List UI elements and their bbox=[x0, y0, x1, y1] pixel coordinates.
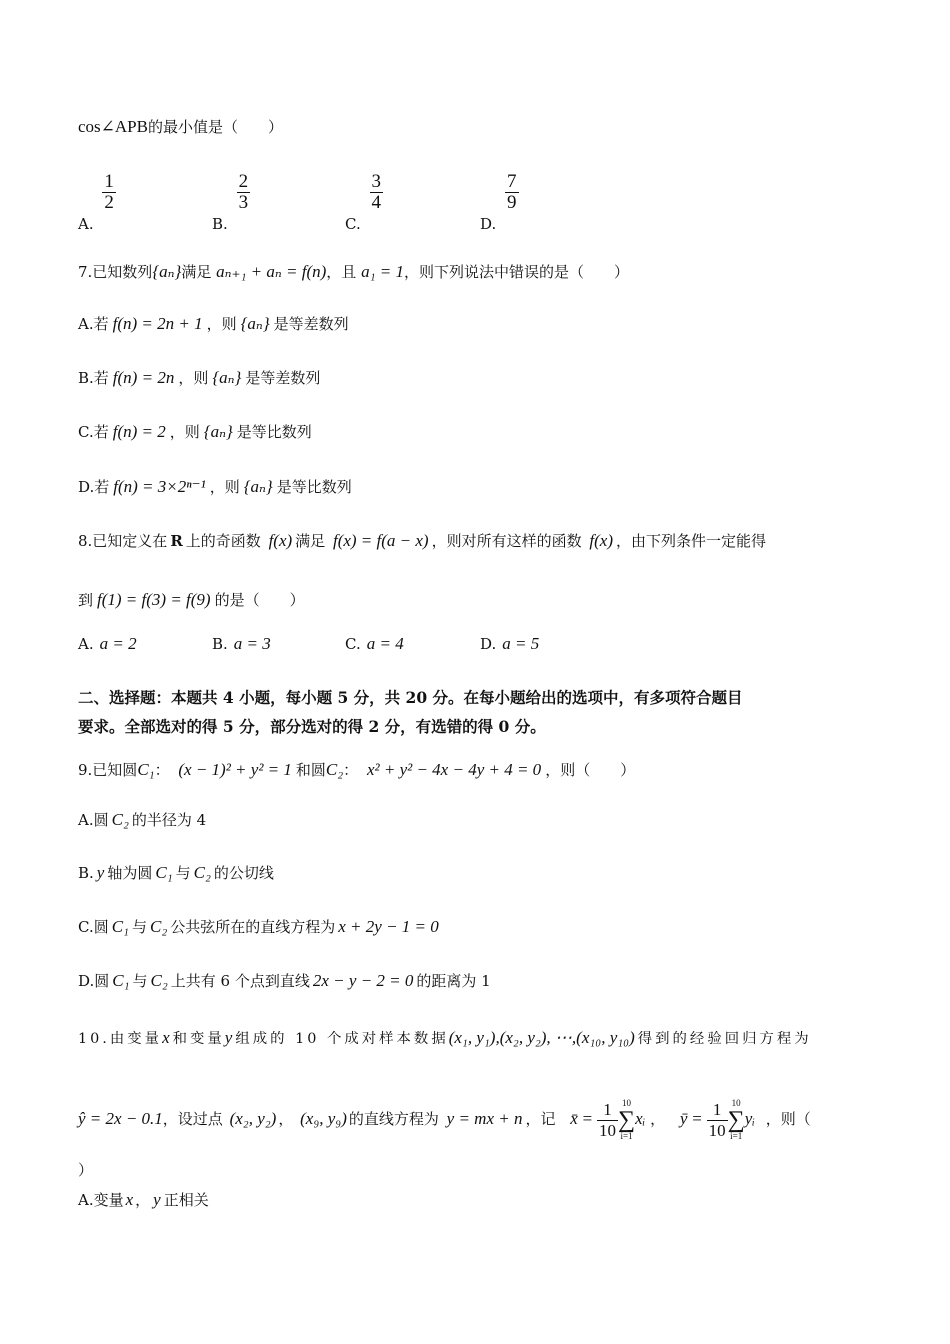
q6-option-d-fraction: $\frac{7}{9}$ bbox=[507, 171, 517, 213]
q9-option-b[interactable]: B. y 轴为圆 C₁ 与 C₂ 的公切线 bbox=[78, 863, 274, 882]
q6-option-d[interactable]: D. $\frac{7}{9}$ bbox=[480, 171, 517, 233]
q7-option-c[interactable]: C.若 f(n) = 2 ，则 {aₙ} 是等比数列 bbox=[78, 422, 312, 441]
q8-condition: f(x) = f(a − x) bbox=[332, 531, 429, 550]
q8-real-set: R bbox=[170, 532, 183, 550]
q8-option-a[interactable]: A. a = 2 bbox=[78, 634, 137, 653]
q10-ybar-formula: ȳ = $\frac{1}{10}$ 10 ∑ i=1 yᵢ bbox=[679, 1098, 755, 1141]
q7-option-d[interactable]: D.若 f(n) = 3×2ⁿ⁻¹ ，则 {aₙ} 是等比数列 bbox=[78, 477, 352, 496]
q7-sequence: {aₙ} bbox=[152, 262, 182, 281]
q10-regression-equation: ŷ = 2x − 0.1 bbox=[78, 1109, 163, 1128]
q6-option-b-fraction: $\frac{2}{3}$ bbox=[238, 171, 249, 213]
q6-option-a[interactable]: A. $\frac{1}{2}$ bbox=[78, 171, 114, 233]
q10-xbar-formula: x̄ = $\frac{1}{10}$ 10 ∑ i=1 xᵢ bbox=[570, 1098, 646, 1141]
q8-equality: f(1) = f(3) = f(9) bbox=[97, 590, 211, 609]
q10-close-paren: ） bbox=[78, 1161, 94, 1179]
q7-option-b[interactable]: B.若 f(n) = 2n ，则 {aₙ} 是等差数列 bbox=[78, 368, 321, 387]
q6-option-c[interactable]: C. $\frac{3}{4}$ bbox=[345, 171, 381, 233]
q7-stem: 7.已知数列{aₙ}满足 aₙ₊₁ + aₙ = f(n)，且 a₁ = 1，则下列说法中错误的是（ ） bbox=[78, 262, 629, 281]
q9-circle2-equation: x² + y² − 4x − 4y + 4 = 0 bbox=[366, 760, 542, 779]
q9-option-c[interactable]: C.圆 C₁ 与 C₂ 公共弦所在的直线方程为 x + 2y − 1 = 0 bbox=[78, 917, 439, 936]
q6-option-b[interactable]: B. $\frac{2}{3}$ bbox=[212, 171, 249, 233]
q9-option-d[interactable]: D.圆 C₁ 与 C₂ 上共有 6 个点到直线 2x − y − 2 = 0 的距离为 1 bbox=[78, 971, 491, 990]
q6-option-c-fraction: $\frac{3}{4}$ bbox=[371, 171, 381, 213]
q10-line-equation: y = mx + n bbox=[446, 1109, 523, 1128]
q9-stem: 9.已知圆C₁： (x − 1)² + y² = 1 和圆C₂： x² + y² − 4x − 4y + 4 = 0 ，则（ ） bbox=[78, 760, 636, 779]
q8-option-d[interactable]: D. a = 5 bbox=[480, 634, 540, 653]
q7-recurrence: aₙ₊₁ + aₙ = f(n) bbox=[216, 262, 327, 281]
q6-stem-text: 的最小值是（ ） bbox=[147, 118, 283, 136]
q10-stem-line1: 10.由变量x 和变量y 组成的 10 个成对样本数据(x₁, y₁),(x₂, y₂), ⋯,(x₁₀, y₁₀) 得到的经验回归方程为 bbox=[78, 1028, 812, 1047]
q6-stem bbox=[78, 117, 872, 137]
section2-heading-line1: 二、选择题：本题共 4 小题，每小题 5 分，共 20 分。在每小题给出的选项中，有多项符合题目 bbox=[78, 688, 743, 707]
q10-option-a[interactable]: A.变量 x ， y 正相关 bbox=[78, 1190, 209, 1209]
q7-option-a[interactable]: A.若 f(n) = 2n + 1 ，则 {aₙ} 是等差数列 bbox=[78, 314, 349, 333]
q8-option-b[interactable]: B. a = 3 bbox=[212, 634, 271, 653]
q8-stem-line2: 到 f(1) = f(3) = f(9) 的是（ ） bbox=[78, 590, 305, 609]
q7-initial: a₁ = 1 bbox=[361, 262, 404, 281]
q6-option-a-fraction: $\frac{1}{2}$ bbox=[104, 171, 114, 213]
q6-cos-math: cos∠APB bbox=[78, 117, 148, 136]
q9-circle1-equation: (x − 1)² + y² = 1 bbox=[178, 760, 292, 779]
section2-heading-line2: 要求。全部选对的得 5 分，部分选对的得 2 分，有选错的得 0 分。 bbox=[78, 717, 546, 736]
q10-sample-data: (x₁, y₁),(x₂, y₂), ⋯,(x₁₀, y₁₀) bbox=[448, 1028, 635, 1047]
q8-stem-line1: 8.已知定义在 R 上的奇函数 f(x) 满足 f(x) = f(a − x) ，则对所有这样的函数 f(x) ，由下列条件一定能得 bbox=[78, 531, 766, 550]
q10-stem-line2: ŷ = 2x − 0.1，设过点 (x₂, y₂) ， (x₉, y₉) 的直线方程为 y = mx + n ，记 x̄ = $\frac{1}{10}$ 10 ∑ i=1 xᵢ ， ȳ = $\frac{1}{10}$ 10 ∑ i=1 yᵢ ，则（ bbox=[78, 1098, 811, 1141]
q8-option-c[interactable]: C. a = 4 bbox=[345, 634, 404, 653]
q9-option-a[interactable]: A.圆 C₂ 的半径为 4 bbox=[78, 810, 207, 829]
